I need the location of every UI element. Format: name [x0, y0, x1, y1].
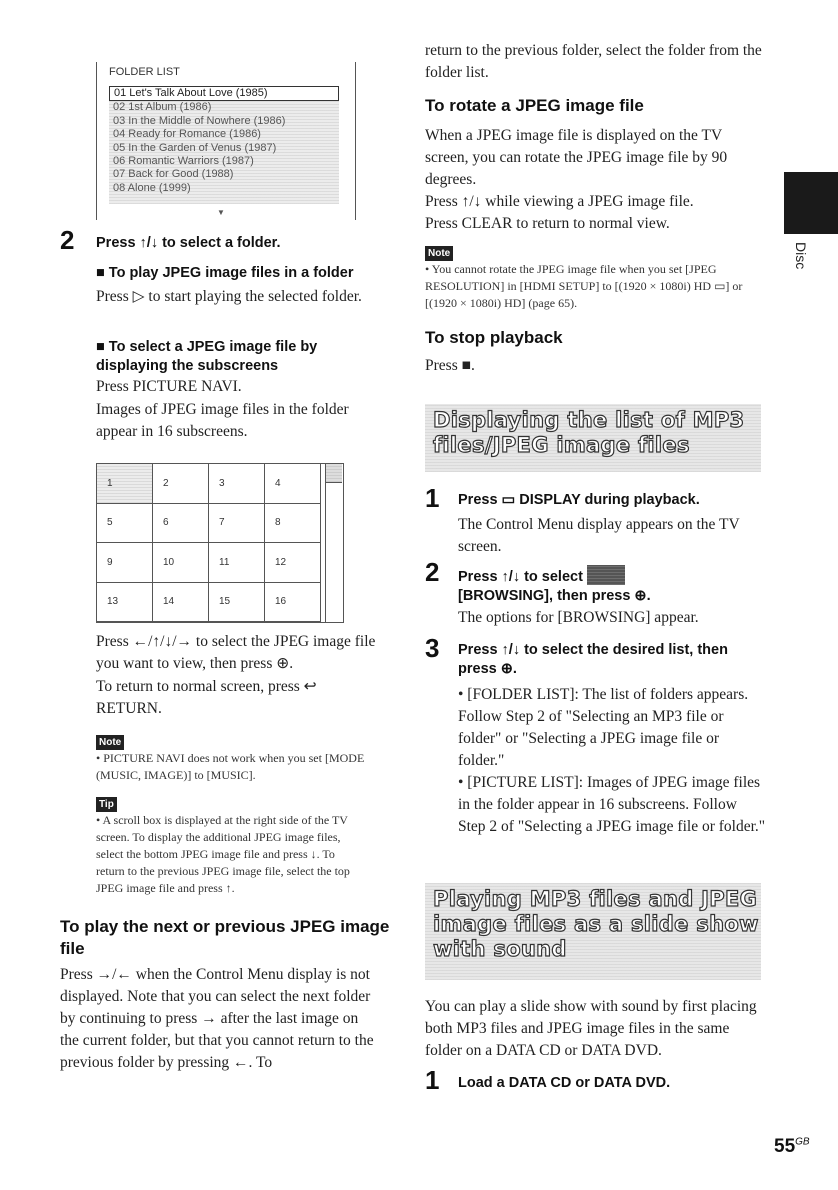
- paragraph: Press →/← when the Control Menu display is not displayed. Note that you can select the next folder by continuing to press → after the last image on the current folder, but that you cannot return to the previous folder by pressing ←. To: [60, 966, 374, 1071]
- grid-cell[interactable]: 4: [265, 464, 321, 504]
- page-number-value: 55: [774, 1136, 796, 1157]
- heading-stop: To stop playback: [425, 328, 563, 347]
- paragraph: You can play a slide show with sound by first placing both MP3 files and JPEG image files in the same folder on a DATA CD or DATA DVD.: [425, 998, 757, 1059]
- folder-list-item[interactable]: 03 In the Middle of Nowhere (1986): [113, 114, 286, 127]
- tip-badge: [96, 794, 117, 812]
- paragraph: To return to normal screen, press ↩ RETURN.: [96, 678, 317, 717]
- paragraph: Press CLEAR to return to normal view.: [425, 215, 670, 232]
- step-1-number: 1: [425, 1065, 440, 1095]
- grid-cell[interactable]: 8: [265, 504, 321, 544]
- section-banner-list: [425, 404, 761, 472]
- paragraph: When a JPEG image file is displayed on the TV screen, you can rotate the JPEG image file by 90 degrees.: [425, 127, 728, 188]
- paragraph: The Control Menu display appears on the TV screen.: [458, 516, 740, 555]
- step-2-title-part: Press ↑/↓ to select: [458, 569, 583, 585]
- step-1-number: 1: [425, 483, 440, 513]
- note-label: Note: [96, 735, 124, 750]
- section-tab-marker: [784, 172, 838, 234]
- scroll-thumb[interactable]: [326, 464, 342, 483]
- grid-cell[interactable]: 3: [209, 464, 265, 504]
- grid-scrollbar[interactable]: [325, 464, 342, 622]
- grid-cell[interactable]: 13: [97, 583, 153, 623]
- note-badge: [425, 243, 453, 261]
- scroll-down-arrow-icon: ▼: [217, 208, 225, 217]
- banner-title: [433, 408, 744, 458]
- folder-list-screen: [96, 62, 356, 220]
- banner-line: Playing MP3 files and JPEG: [433, 887, 758, 911]
- grid-cell[interactable]: 11: [209, 543, 265, 583]
- grid-cell[interactable]: 9: [97, 543, 153, 583]
- heading-rotate: To rotate a JPEG image file: [425, 96, 644, 115]
- grid-cell[interactable]: 2: [153, 464, 209, 504]
- grid-cell[interactable]: 5: [97, 504, 153, 544]
- grid-cell[interactable]: 10: [153, 543, 209, 583]
- folder-list-item[interactable]: 04 Ready for Romance (1986): [113, 128, 261, 141]
- bullet-item: • [FOLDER LIST]: The list of folders appears. Follow Step 2 of "Selecting an MP3 file or folder" or "Selecting a JPEG image file or folder.": [458, 686, 749, 769]
- page-number: [774, 1136, 810, 1158]
- paragraph: Press ■.: [425, 357, 475, 374]
- subheading-subscreens: ■ To select a JPEG image file by displaying the subscreens: [96, 339, 318, 374]
- bullet-item: • [PICTURE LIST]: Images of JPEG image files in the folder appear in 16 subscreens. Follow Step 2 of "Selecting a JPEG image file or folder.": [458, 774, 766, 835]
- folder-list-item[interactable]: 08 Alone (1999): [113, 181, 191, 194]
- subheading-play-folder: ■ To play JPEG image files in a folder: [96, 265, 354, 281]
- step-1-title: Load a DATA CD or DATA DVD.: [458, 1075, 671, 1091]
- section-banner-slideshow: [425, 883, 761, 980]
- note-label: Note: [425, 246, 453, 261]
- paragraph: Press ↑/↓ while viewing a JPEG image file.: [425, 193, 694, 210]
- tip-text: • A scroll box is displayed at the right side of the TV screen. To display the additional JPEG image files, select the bottom JPEG image file and press ↓. To return to the previous JPEG image file, select the top JPEG image file and press ↑.: [96, 813, 350, 895]
- paragraph: Press ▷ to start playing the selected folder.: [96, 288, 362, 305]
- grid-cell[interactable]: 7: [209, 504, 265, 544]
- grid-cell[interactable]: 12: [265, 543, 321, 583]
- step-2-title-part: [BROWSING], then press ⊕.: [458, 588, 651, 604]
- folder-list-item[interactable]: 01 Let's Talk About Love (1985): [109, 86, 339, 101]
- note-text: • PICTURE NAVI does not work when you set [MODE (MUSIC, IMAGE)] to [MUSIC].: [96, 751, 365, 782]
- paragraph: Press ←/↑/↓/→ to select the JPEG image file you want to view, then press ⊕.: [96, 633, 376, 672]
- grid-cell[interactable]: 16: [265, 583, 321, 623]
- grid-cell[interactable]: 1: [97, 464, 153, 504]
- step-2-title: [458, 565, 768, 606]
- folder-list-item[interactable]: 02 1st Album (1986): [113, 101, 212, 114]
- banner-title: [433, 887, 759, 962]
- banner-line: image files as a slide show: [433, 912, 759, 936]
- step-3-title: Press ↑/↓ to select the desired list, then press ⊕.: [458, 642, 728, 677]
- heading-next-previous: To play the next or previous JPEG image file: [60, 917, 390, 958]
- paragraph: Press PICTURE NAVI.: [96, 378, 242, 395]
- grid-cell[interactable]: 14: [153, 583, 209, 623]
- folder-list-item[interactable]: 05 In the Garden of Venus (1987): [113, 141, 277, 154]
- grid-cell[interactable]: 6: [153, 504, 209, 544]
- folder-list-title: FOLDER LIST: [109, 66, 180, 78]
- step-2-title: Press ↑/↓ to select a folder.: [96, 235, 281, 251]
- tip-label: Tip: [96, 797, 117, 812]
- banner-line: with sound: [433, 937, 567, 961]
- page-suffix: GB: [795, 1136, 810, 1148]
- note-badge: [96, 732, 124, 750]
- paragraph: return to the previous folder, select the folder from the folder list.: [425, 42, 762, 81]
- folder-list-item[interactable]: 06 Romantic Warriors (1987): [113, 155, 254, 168]
- step-1-title: Press ▭ DISPLAY during playback.: [458, 492, 700, 508]
- paragraph: Images of JPEG image files in the folder appear in 16 subscreens.: [96, 401, 349, 440]
- folder-list-items: [109, 86, 339, 204]
- picture-navi-grid: [96, 463, 344, 623]
- banner-line: Displaying the list of MP3: [433, 408, 745, 432]
- note-text: • You cannot rotate the JPEG image file when you set [JPEG RESOLUTION] in [HDMI SETUP] to [(1920 × 1080i) HD ▭] or [(1920 × 1080i) HD] (page 65).: [425, 262, 743, 310]
- banner-line: files/JPEG image files: [433, 433, 690, 457]
- step-2-number: 2: [425, 557, 440, 587]
- step-2-number: 2: [60, 225, 75, 255]
- grid-cell[interactable]: 15: [209, 583, 265, 623]
- paragraph: The options for [BROWSING] appear.: [458, 609, 699, 626]
- step-3-number: 3: [425, 633, 440, 663]
- folder-list-item[interactable]: 07 Back for Good (1988): [113, 168, 234, 181]
- browsing-icon: [587, 565, 625, 585]
- section-tab-label: Disc: [793, 242, 809, 270]
